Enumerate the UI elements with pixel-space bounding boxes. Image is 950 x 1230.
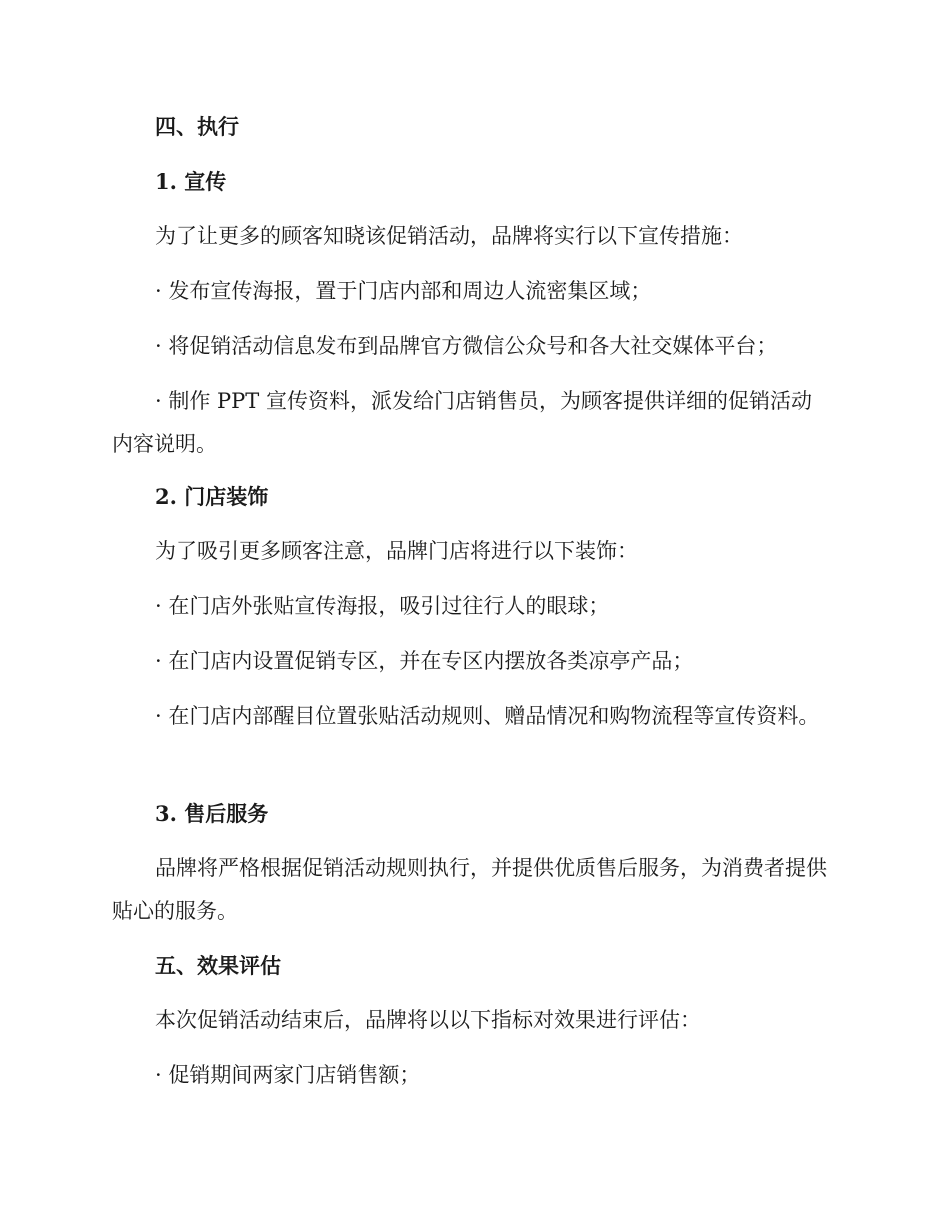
bullet-social-media: · 将促销活动信息发布到品牌官方微信公众号和各大社交媒体平台； bbox=[155, 334, 778, 358]
bullet-poster: · 发布宣传海报，置于门店内部和周边人流密集区域； bbox=[155, 279, 652, 303]
bullet-ppt-materials: · 制作 PPT 宣传资料，派发给门店销售员，为顾客提供详细的促销活动内容说明。 bbox=[112, 389, 812, 456]
bullet-rules-display: · 在门店内部醒目位置张贴活动规则、赠品情况和购物流程等宣传资料。 bbox=[155, 704, 820, 728]
paragraph-after-sales: 品牌将严格根据促销活动规则执行，并提供优质售后服务，为消费者提供贴心的服务。 bbox=[112, 856, 827, 923]
paragraph-promotion-intro: 为了让更多的顾客知晓该促销活动，品牌将实行以下宣传措施： bbox=[155, 224, 743, 248]
paragraph-evaluation-intro: 本次促销活动结束后，品牌将以以下指标对效果进行评估： bbox=[155, 1008, 701, 1032]
bullet-promo-zone: · 在门店内设置促销专区，并在专区内摆放各类凉亭产品； bbox=[155, 649, 694, 673]
bullet-sales-volume: · 促销期间两家门店销售额； bbox=[155, 1063, 421, 1087]
bullet-outside-poster: · 在门店外张贴宣传海报，吸引过往行人的眼球； bbox=[155, 594, 610, 618]
paragraph-decoration-intro: 为了吸引更多顾客注意，品牌门店将进行以下装饰： bbox=[155, 539, 638, 563]
section-heading-evaluation: 五、效果评估 bbox=[155, 953, 281, 978]
section-heading-execution: 四、执行 bbox=[155, 114, 239, 139]
subheading-store-decoration: 2. 门店装饰 bbox=[155, 484, 269, 509]
subheading-after-sales: 3. 售后服务 bbox=[155, 801, 269, 826]
subheading-promotion: 1. 宣传 bbox=[155, 169, 227, 194]
